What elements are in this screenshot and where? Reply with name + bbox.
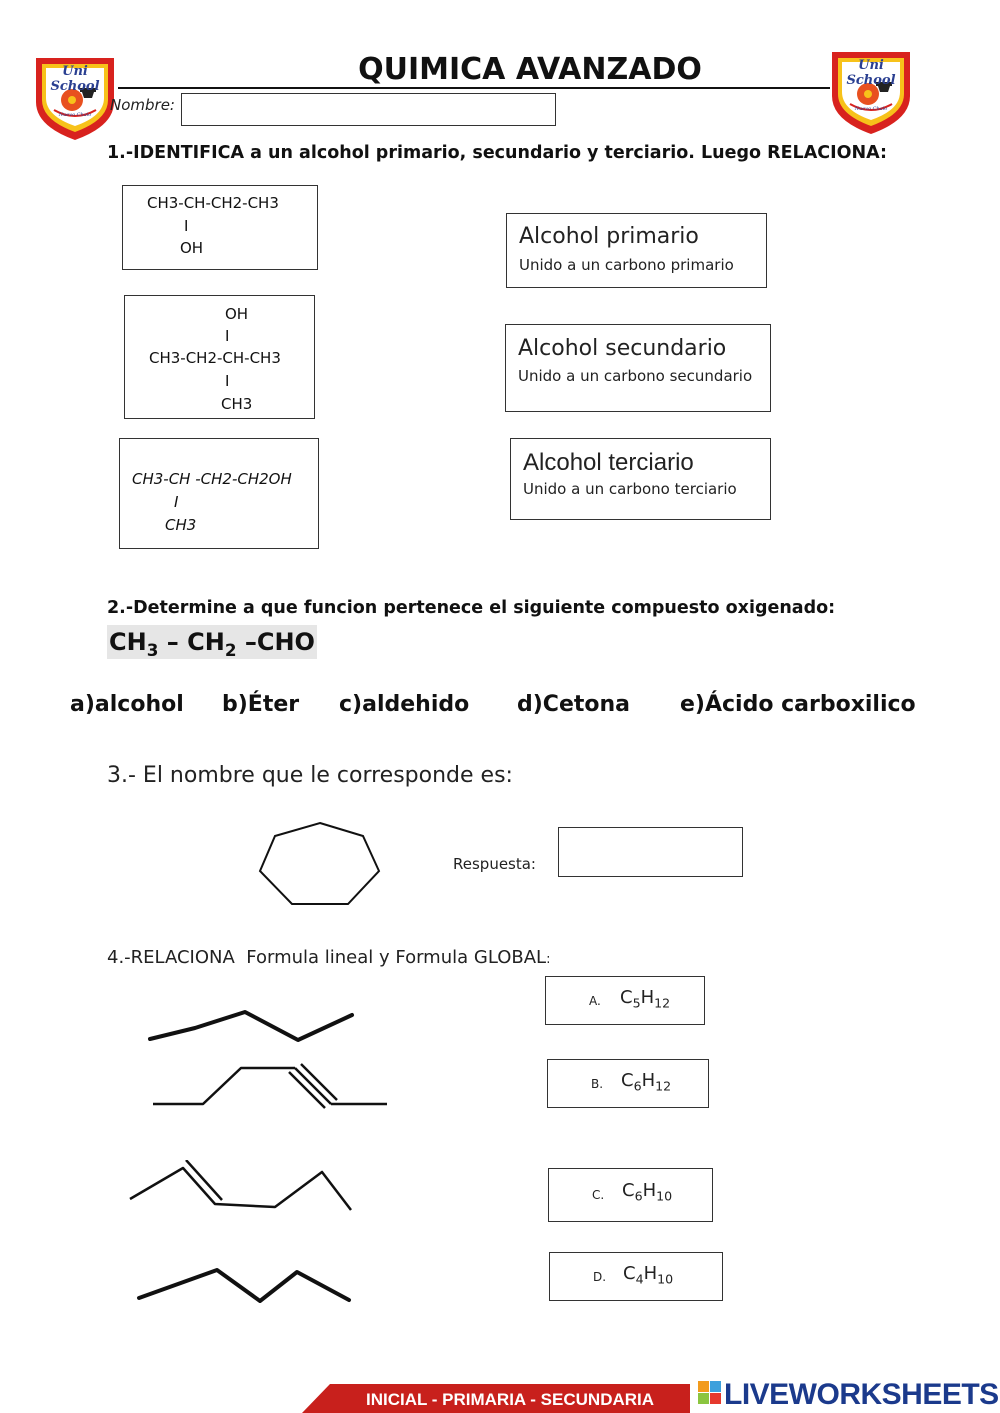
answer-label: Respuesta: bbox=[453, 855, 536, 873]
cycloheptane-icon bbox=[250, 815, 390, 915]
option-alcohol-primario[interactable] bbox=[506, 213, 767, 288]
formula-sub: 2 bbox=[224, 639, 237, 660]
structure-1-line: I bbox=[184, 217, 189, 235]
liveworksheets-icon bbox=[698, 1381, 722, 1405]
structure-3-line: CH3-CH -CH2-CH2OH bbox=[132, 470, 292, 488]
option-title: Alcohol secundario bbox=[518, 336, 727, 361]
logo-left-subtext: Nuevo Chalo bbox=[58, 112, 92, 118]
skeletal-structure-1[interactable] bbox=[140, 1000, 360, 1050]
logo-left-text: Uni School bbox=[50, 64, 100, 94]
formula-sub: 10 bbox=[657, 1271, 674, 1287]
choice-e[interactable]: e)Ácido carboxilico bbox=[680, 692, 916, 717]
logo-right bbox=[826, 46, 916, 136]
option-letter: C. bbox=[592, 1188, 605, 1202]
structure-2-line: I bbox=[225, 327, 230, 345]
answer-input[interactable] bbox=[558, 827, 743, 877]
option-subtitle: Unido a un carbono primario bbox=[519, 256, 734, 274]
formula-element: H bbox=[643, 1263, 658, 1284]
q2-prompt: 2.-Determine a que funcion pertenece el siguiente compuesto oxigenado: bbox=[107, 598, 836, 618]
structure-1-line: CH3-CH-CH2-CH3 bbox=[147, 194, 279, 212]
structure-2-line: CH3-CH2-CH-CH3 bbox=[149, 349, 281, 367]
formula-element: H bbox=[641, 1070, 656, 1091]
page-title: QUIMICA AVANZADO bbox=[358, 52, 702, 87]
q4-prompt-text: 4.-RELACIONA Formula lineal y Formula GLOBAL bbox=[107, 947, 547, 968]
formula-element: H bbox=[640, 987, 655, 1008]
structure-3-line: CH3 bbox=[165, 516, 197, 534]
formula-part: CH bbox=[109, 628, 147, 656]
name-label: Nombre: bbox=[110, 96, 175, 114]
formula-element: C bbox=[621, 1070, 634, 1091]
q4-prompt-colon: : bbox=[546, 952, 551, 967]
structure-2-line: OH bbox=[225, 305, 249, 323]
option-title: Alcohol terciario bbox=[523, 449, 694, 476]
choice-b[interactable]: b)Éter bbox=[222, 692, 300, 717]
formula-element: C bbox=[623, 1263, 636, 1284]
formula-option-a[interactable] bbox=[545, 976, 705, 1025]
formula-part: –CHO bbox=[236, 628, 315, 656]
formula-sub: 12 bbox=[654, 995, 671, 1011]
structure-box-3[interactable] bbox=[119, 438, 319, 549]
formula-sub: 5 bbox=[632, 995, 641, 1011]
structure-2-line: CH3 bbox=[221, 395, 253, 413]
structure-2-line: I bbox=[225, 372, 230, 390]
q3-prompt: 3.- El nombre que le corresponde es: bbox=[107, 763, 513, 788]
logo-right-subtext: Nuevo Chalo bbox=[854, 106, 888, 112]
liveworksheets-brand[interactable]: LIVEWORKSHEETS bbox=[724, 1378, 999, 1411]
q4-prompt bbox=[107, 947, 550, 968]
title-underline bbox=[118, 87, 830, 89]
formula-part: – CH bbox=[158, 628, 225, 656]
formula-element: H bbox=[642, 1180, 657, 1201]
skeletal-structure-2[interactable] bbox=[145, 1060, 395, 1115]
formula-option-b[interactable] bbox=[547, 1059, 709, 1108]
formula-sub: 10 bbox=[656, 1188, 673, 1204]
structure-box-2[interactable] bbox=[124, 295, 315, 419]
formula-sub: 3 bbox=[146, 639, 159, 660]
choice-c[interactable]: c)aldehido bbox=[339, 692, 470, 717]
formula-option-c[interactable] bbox=[548, 1168, 713, 1222]
option-letter: D. bbox=[593, 1270, 607, 1284]
formula-sub: 12 bbox=[655, 1078, 672, 1094]
footer-banner-text: INICIAL - PRIMARIA - SECUNDARIA bbox=[365, 1390, 655, 1409]
name-input[interactable] bbox=[181, 93, 556, 126]
formula-element: C bbox=[620, 987, 633, 1008]
option-subtitle: Unido a un carbono terciario bbox=[523, 480, 737, 498]
formula-element: C bbox=[622, 1180, 635, 1201]
option-formula bbox=[622, 1180, 672, 1204]
logo-left bbox=[30, 52, 120, 142]
option-alcohol-secundario[interactable] bbox=[505, 324, 771, 412]
option-formula bbox=[620, 987, 670, 1011]
structure-3-line: I bbox=[174, 493, 179, 511]
q1-prompt: 1.-IDENTIFICA a un alcohol primario, secundario y terciario. Luego RELACIONA: bbox=[107, 143, 887, 163]
option-formula bbox=[623, 1263, 673, 1287]
structure-1-line: OH bbox=[180, 239, 204, 257]
option-title: Alcohol primario bbox=[519, 224, 699, 249]
skeletal-structure-3[interactable] bbox=[125, 1160, 360, 1220]
formula-sub: 4 bbox=[635, 1271, 644, 1287]
option-formula bbox=[621, 1070, 671, 1094]
option-alcohol-terciario[interactable] bbox=[510, 438, 771, 520]
option-letter: B. bbox=[591, 1077, 604, 1091]
skeletal-structure-4[interactable] bbox=[130, 1260, 360, 1310]
choice-a[interactable]: a)alcohol bbox=[70, 692, 184, 717]
formula-sub: 6 bbox=[633, 1078, 642, 1094]
choice-d[interactable]: d)Cetona bbox=[517, 692, 631, 717]
q2-formula bbox=[107, 625, 317, 659]
formula-sub: 6 bbox=[634, 1188, 643, 1204]
option-subtitle: Unido a un carbono secundario bbox=[518, 367, 753, 385]
formula-option-d[interactable] bbox=[549, 1252, 723, 1301]
logo-right-text: Uni School bbox=[846, 58, 896, 88]
structure-box-1[interactable] bbox=[122, 185, 318, 270]
option-letter: A. bbox=[589, 994, 601, 1008]
